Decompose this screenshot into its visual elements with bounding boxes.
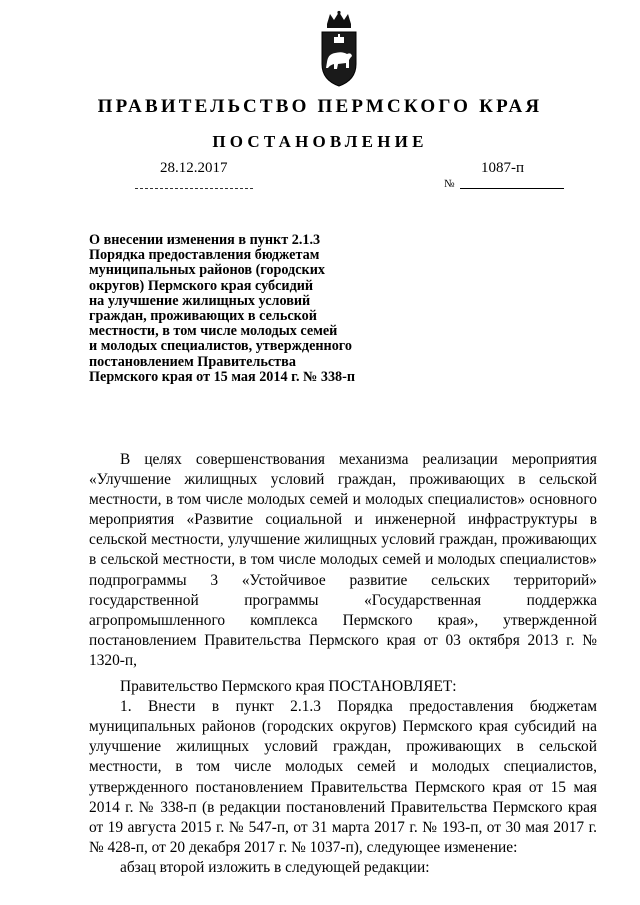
subject-line: округов) Пермского края субсидий (89, 277, 314, 294)
document-number: 1087-п (481, 160, 525, 176)
document-body (89, 450, 597, 878)
number-sign: № (444, 178, 455, 190)
subject-line: Пермского края от 15 мая 2014 г. № 338-п (89, 368, 356, 385)
subitem-paragraph: абзац второй изложить в следующей редакции: (120, 858, 430, 876)
number-underline (460, 188, 564, 189)
subject-line: постановлением Правительства (89, 353, 296, 370)
item-1-paragraph: 1. Внести в пункт 2.1.3 Порядка предоставления бюджетам муниципальных районов (городских округов) Пермского края субсидий на улучшение жилищных условий граждан, проживающих в сельской местности, в том числе молодых семей и молодых специалистов, утвержденного постановлением Правительства Пермского края от 15 мая 2014 г. № 338-п (в редакции постановлений Правительства Пермского края от 19 августа 2015 г. № 547-п, от 31 марта 2017 г. № 193-п, от 30 мая 2017 г. № 428-п, от 20 декабря 2017 г. № 1037-п), следующее изменение: (89, 698, 597, 856)
subject-line: на улучшение жилищных условий (89, 292, 311, 309)
subject-line: Порядка предоставления бюджетам (89, 247, 320, 264)
document-type: ПОСТАНОВЛЕНИЕ (212, 132, 428, 151)
subject-line: граждан, проживающих в сельской (89, 308, 317, 325)
subject-line: О внесении изменения в пункт 2.1.3 (89, 232, 321, 248)
subject-line: местности, в том числе молодых семей (89, 323, 338, 340)
government-title: ПРАВИТЕЛЬСТВО ПЕРМСКОГО КРАЯ (97, 96, 543, 117)
subject-line: муниципальных районов (городских (89, 262, 325, 279)
resolution-paragraph: Правительство Пермского края ПОСТАНОВЛЯЕТ: (120, 678, 457, 696)
coat-of-arms-icon (318, 10, 360, 90)
preamble-paragraph: В целях совершенствования механизма реализации мероприятия «Улучшение жилищных условий граждан, проживающих в сельской местности, в том числе молодых семей и молодых специалистов» основного мероприятия «Развитие социальной и инженерной инфраструктуры в сельской местности, улучшение жилищных условий граждан, проживающих в сельской местности, в том числе молодых семей и молодых специалистов» подпрограммы 3 «Устойчивое развитие сельских территорий» государственной программы «Государственная поддержка агропромышленного комплекса Пермского края», утвержденной постановлением Правительства Пермского края от 03 октября 2013 г. № 1320-п, (89, 451, 597, 669)
subject-line: и молодых специалистов, утвержденного (89, 338, 352, 355)
document-subject (89, 233, 389, 385)
date-underline (135, 188, 253, 189)
document-date: 28.12.2017 (160, 160, 228, 176)
